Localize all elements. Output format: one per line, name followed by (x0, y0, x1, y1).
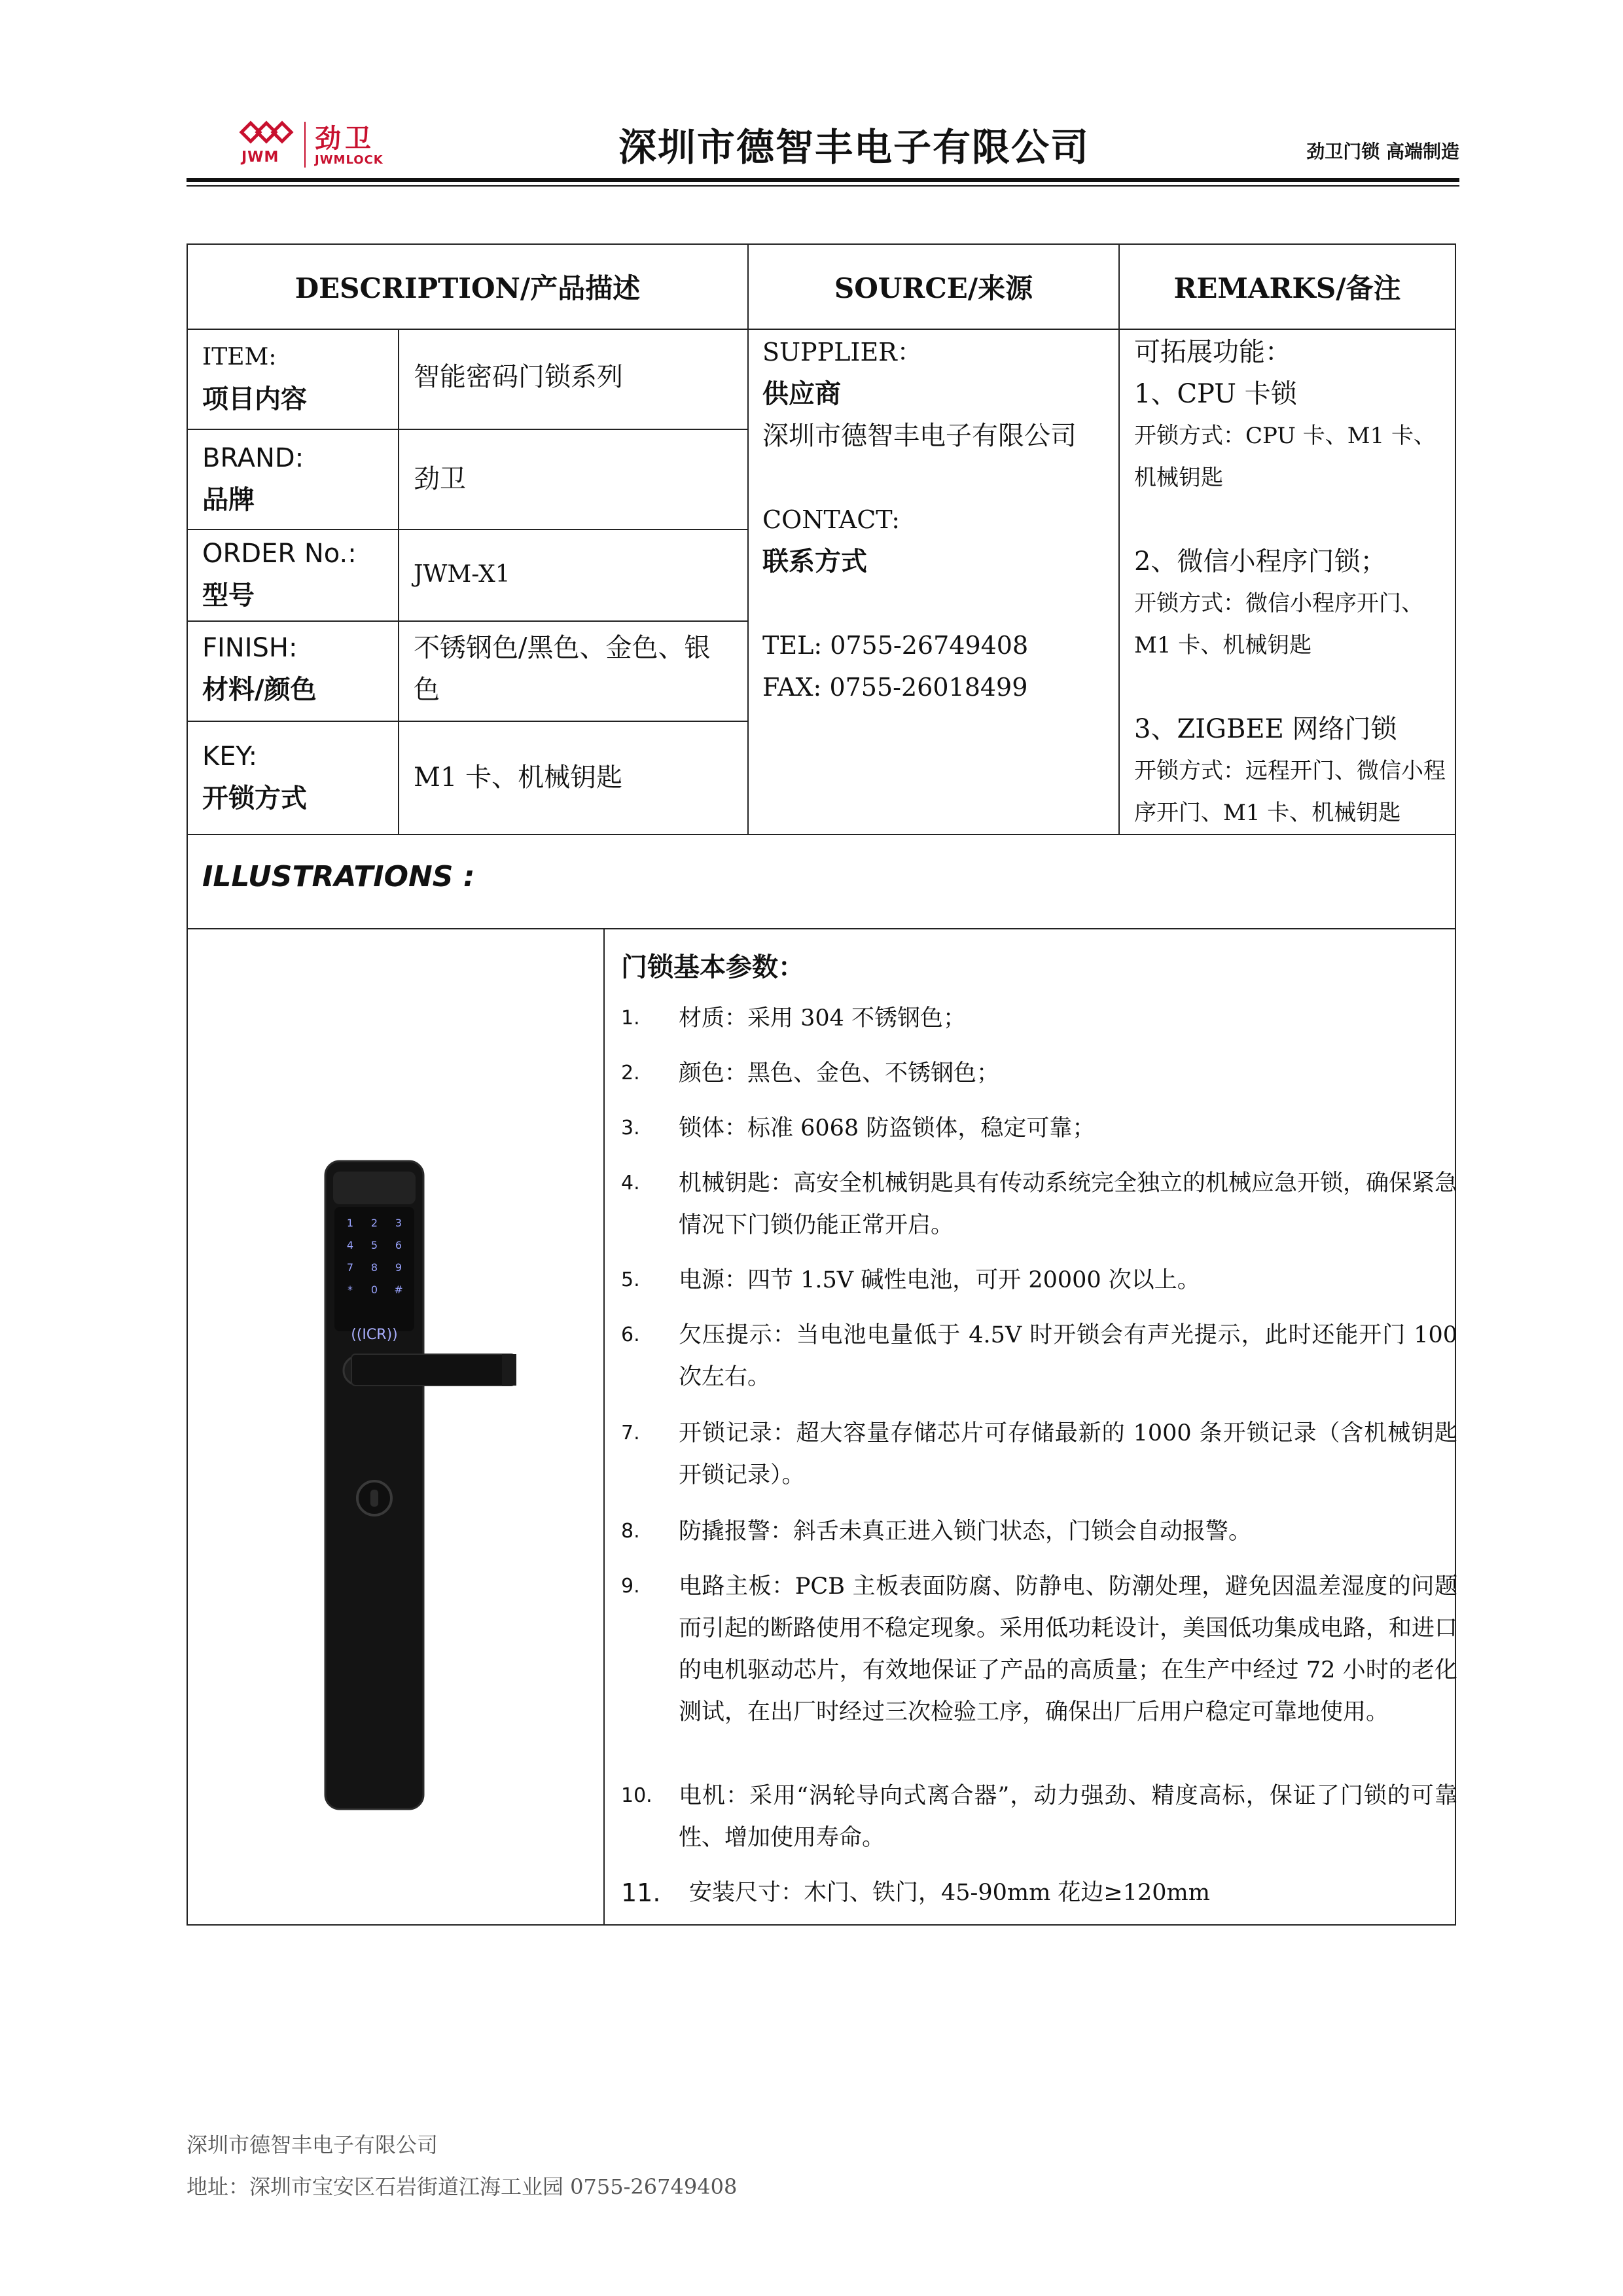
card-reader-label: ((ICR)) (351, 1327, 398, 1343)
label-cn: 型号 (202, 581, 255, 611)
item-number: 5. (621, 1268, 640, 1291)
fax-number: FAX: 0755-26018499 (762, 673, 1028, 702)
keypad-key: 4 (346, 1239, 354, 1251)
remark-desc: 开锁方式：微信小程序开门、M1 卡、机械钥匙 (1134, 590, 1423, 658)
table-rule (1118, 245, 1120, 835)
tel-number: TEL: 0755-26749408 (762, 631, 1029, 660)
item-text: 电源：四节 1.5V 碱性电池，可开 20000 次以上。 (679, 1267, 1200, 1293)
item-text: 电路主板：PCB 主板表面防腐、防静电、防潮处理，避免因温差湿度的问题而引起的断路使用不稳定现象。采用低功耗设计，美国低功集成电路，和进口的电机驱动芯片，有效地保证了产品的高质量；在生产中经过 72 小时的老化测试，在出厂时经过三次检验工序，确保出厂后用户稳定可靠地使用。 (679, 1573, 1458, 1725)
row-item-value: 智能密码门锁系列 (414, 362, 623, 392)
table-rule (188, 329, 1455, 330)
contact-label-cn: 联系方式 (762, 547, 867, 577)
keypad-key: 9 (395, 1261, 402, 1274)
keypad-key: 3 (395, 1217, 402, 1229)
table-rule (747, 245, 749, 835)
item-text: 防撬报警：斜舌未真正进入锁门状态，门锁会自动报警。 (679, 1518, 1252, 1545)
product-spec-table (187, 243, 1456, 1926)
supplier-label-en: SUPPLIER： (762, 338, 922, 367)
item-text: 颜色：黑色、金色、不锈钢色； (679, 1060, 1000, 1086)
label-en: BRAND: (202, 443, 304, 473)
item-text: 安装尺寸：木门、铁门，45-90mm 花边≥120mm (689, 1880, 1210, 1906)
footer-address: 地址：深圳市宝安区石岩街道江海工业园 0755-26749408 (187, 2174, 738, 2199)
row-finish-value: 不锈钢色/黑色、金色、银色 (414, 633, 711, 705)
label-cn: 材料/颜色 (202, 675, 317, 705)
table-rule (603, 928, 605, 1924)
company-title: 深圳市德智丰电子有限公司 (618, 125, 1090, 170)
row-brand-value: 劲卫 (414, 464, 466, 494)
label-cn: 品牌 (202, 485, 255, 515)
supplier-name: 深圳市德智丰电子有限公司 (762, 421, 1077, 451)
row-key-value: M1 卡、机械钥匙 (414, 762, 623, 793)
item-text: 锁体：标准 6068 防盗锁体，稳定可靠； (679, 1115, 1096, 1141)
item-text: 电机：采用“涡轮导向式离合器”，动力强劲、精度高标，保证了门锁的可靠性、增加使用寿命。 (679, 1783, 1457, 1851)
door-lock-image (306, 1148, 528, 1816)
header-remarks: REMARKS/备注 (1173, 272, 1401, 304)
remark-desc: 开锁方式：远程开门、微信小程序开门、M1 卡、机械钥匙 (1134, 758, 1446, 826)
keypad-key: 7 (346, 1261, 354, 1274)
item-number: 1. (621, 1007, 640, 1030)
footer-company: 深圳市德智丰电子有限公司 (187, 2132, 438, 2157)
remark-name: 1、CPU 卡锁 (1134, 379, 1297, 409)
item-text: 欠压提示：当电池电量低于 4.5V 时开锁会有声光提示，此时还能开门 100 次左右。 (679, 1322, 1457, 1390)
logo-cn-text: 劲卫 (315, 124, 375, 154)
remark-name: 2、微信小程序门锁； (1134, 547, 1387, 577)
label-en: FINISH: (202, 633, 298, 663)
params-list (621, 997, 1458, 1914)
keypad-key: 5 (370, 1239, 378, 1251)
header-slogan: 劲卫门锁 高端制造 (1306, 141, 1459, 162)
keypad-key: 1 (346, 1217, 354, 1229)
row-finish-label (202, 627, 317, 711)
item-number: 11. (621, 1878, 661, 1907)
logo-mark-icon (239, 118, 295, 147)
header-rule-thick (187, 178, 1459, 182)
table-rule (188, 429, 398, 430)
row-brand-label (202, 437, 304, 521)
remark-name: 3、ZIGBEE 网络门锁 (1134, 714, 1397, 744)
item-number: 7. (621, 1422, 640, 1444)
keypad-key: * (348, 1283, 353, 1296)
remarks-cell (1134, 331, 1448, 834)
source-cell (762, 331, 1077, 708)
label-en: KEY: (202, 742, 258, 772)
logo-divider (304, 122, 306, 168)
header-rule-thin (187, 185, 1459, 187)
table-rule (188, 620, 747, 622)
label-en: ITEM: (202, 344, 277, 370)
item-number: 6. (621, 1323, 640, 1346)
brand-logo (239, 118, 416, 177)
item-number: 9. (621, 1575, 640, 1598)
logo-en-text: JWMLOCK (315, 153, 383, 167)
item-text: 机械钥匙：高安全机械钥匙具有传动系统完全独立的机械应急开锁，确保紧急情况下门锁仍能正常开启。 (679, 1170, 1458, 1238)
remark-desc: 开锁方式：CPU 卡、M1 卡、机械钥匙 (1134, 423, 1436, 491)
row-order-label (202, 533, 357, 617)
contact-label-en: CONTACT: (762, 505, 901, 534)
keypad-key: 2 (370, 1217, 378, 1229)
item-number: 3. (621, 1117, 640, 1139)
table-rule (188, 928, 1455, 929)
item-number: 4. (621, 1172, 640, 1194)
table-rule (398, 429, 747, 430)
item-number: 8. (621, 1520, 640, 1543)
header-source: SOURCE/来源 (834, 272, 1033, 304)
keypad-key: 6 (395, 1239, 402, 1251)
item-text: 材质：采用 304 不锈钢色； (679, 1005, 967, 1031)
logo-brand-text: JWM (241, 149, 279, 166)
illustrations-title: ILLUSTRATIONS : (202, 860, 475, 893)
table-rule (188, 721, 747, 722)
page-header (187, 98, 1459, 183)
header-description: DESCRIPTION/产品描述 (294, 272, 641, 304)
item-text: 开锁记录：超大容量存储芯片可存储最新的 1000 条开锁记录（含机械钥匙开锁记录）。 (679, 1420, 1457, 1488)
page-footer (187, 2124, 737, 2208)
row-key-label (202, 736, 307, 819)
keypad-key: 0 (370, 1283, 378, 1296)
remarks-title: 可拓展功能： (1134, 337, 1291, 367)
label-cn: 项目内容 (202, 384, 307, 414)
item-number: 10. (621, 1784, 652, 1807)
table-rule (188, 529, 747, 530)
row-item-label (202, 336, 307, 420)
table-rule (398, 329, 399, 835)
label-cn: 开锁方式 (202, 783, 307, 814)
params-title: 门锁基本参数： (621, 952, 804, 982)
item-number: 2. (621, 1062, 640, 1085)
keypad-key: # (394, 1283, 403, 1296)
supplier-label-cn: 供应商 (762, 379, 841, 409)
keypad-key: 8 (370, 1261, 378, 1274)
table-rule (188, 834, 1455, 835)
row-order-value: JWM-X1 (414, 561, 510, 588)
door-lock-icon (306, 1148, 528, 1816)
label-en: ORDER No.: (202, 539, 357, 569)
